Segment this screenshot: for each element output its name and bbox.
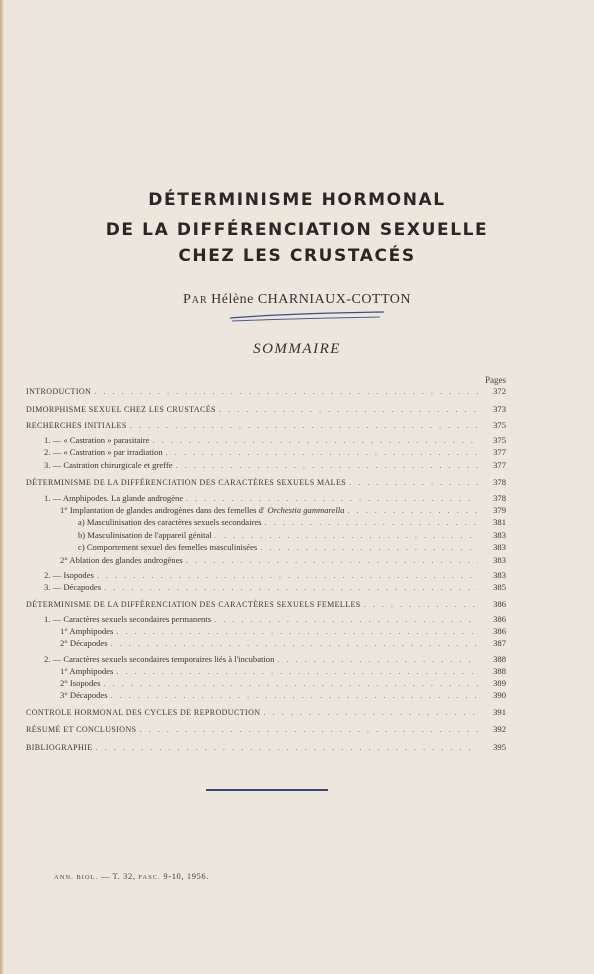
toc-row xyxy=(44,447,506,458)
toc-leader-dots xyxy=(94,386,478,397)
toc-row xyxy=(60,666,506,677)
toc-leader-dots xyxy=(176,460,478,471)
toc-label: 2° Isopodes xyxy=(60,678,101,688)
toc-row xyxy=(60,638,506,649)
toc-label: 1. — Amphipodes. La glande androgène xyxy=(44,493,184,503)
toc-label: INTRODUCTION xyxy=(26,387,92,396)
toc-label: b) Masculinisation de l'appareil génital xyxy=(78,530,212,540)
toc-label: 2° Ablation des glandes androgènes xyxy=(60,555,183,565)
toc-leader-dots xyxy=(186,493,478,504)
toc-label: 2. — Isopodes xyxy=(44,570,94,580)
toc-page-number: 387 xyxy=(493,638,506,648)
toc-leader-dots xyxy=(347,505,478,516)
toc-label: BIBLIOGRAPHIE xyxy=(26,743,93,752)
toc-label: DIMORPHISME SEXUEL CHEZ LES CRUSTACÉS xyxy=(26,405,216,414)
toc-row xyxy=(26,404,506,415)
toc-row xyxy=(26,386,506,397)
toc-row xyxy=(78,530,506,541)
toc-leader-dots xyxy=(349,477,478,488)
toc-page-number: 378 xyxy=(493,493,506,503)
toc-page-number: 383 xyxy=(493,530,506,540)
toc-row xyxy=(26,477,506,488)
toc-label: 3. — Décapodes xyxy=(44,582,102,592)
toc-page-number: 372 xyxy=(493,386,506,396)
toc-row xyxy=(44,460,506,471)
toc-label: RÉSUMÉ ET CONCLUSIONS xyxy=(26,725,137,734)
toc-page-number: 395 xyxy=(493,742,506,752)
page-edge xyxy=(0,0,4,974)
toc-row xyxy=(44,654,506,665)
toc-page-number: 389 xyxy=(493,678,506,688)
toc-page-number: 377 xyxy=(493,447,506,457)
author-name: Hélène CHARNIAUX-COTTON xyxy=(211,292,411,307)
toc-row xyxy=(78,517,506,528)
toc-leader-dots xyxy=(104,582,478,593)
toc-page-number: 386 xyxy=(493,599,506,609)
toc-page-number: 373 xyxy=(493,404,506,414)
toc-row xyxy=(26,420,506,431)
toc-label: c) Comportement sexuel des femelles masculinisées xyxy=(78,542,258,552)
footer-issue: 9-10, 1956. xyxy=(160,871,209,881)
toc-page-number: 383 xyxy=(493,542,506,552)
toc-leader-dots xyxy=(263,707,478,718)
toc-label: DÉTERMINISME DE LA DIFFÉRENCIATION DES CARACTÈRES SEXUELS MALES xyxy=(26,478,347,487)
byline xyxy=(0,292,594,308)
toc-row xyxy=(44,493,506,504)
toc-row xyxy=(60,555,506,566)
toc-label: 1° Amphipodes xyxy=(60,666,114,676)
toc-page-number: 383 xyxy=(493,555,506,565)
toc-page-number: 392 xyxy=(493,724,506,734)
toc-label: 2° Décapodes xyxy=(60,638,108,648)
pages-column-label: Pages xyxy=(485,375,506,385)
toc-row xyxy=(60,678,506,689)
toc-page-number: 375 xyxy=(493,435,506,445)
toc-page-number: 390 xyxy=(493,690,506,700)
toc-row xyxy=(78,542,506,553)
title-line-3: CHEZ LES CRUSTACÉS xyxy=(178,246,416,266)
toc-row xyxy=(26,742,506,753)
toc-label: 1. — « Castration » parasitaire xyxy=(44,435,150,445)
footer-journal: ANN. BIOL. xyxy=(54,874,99,881)
footer-fasc: FASC. xyxy=(138,874,161,881)
toc-leader-dots xyxy=(265,517,479,528)
toc-leader-dots xyxy=(96,742,478,753)
toc-page-number: 385 xyxy=(493,582,506,592)
toc-row xyxy=(60,626,506,637)
toc-row xyxy=(26,599,506,610)
toc-page-number: 388 xyxy=(493,654,506,664)
toc-label: a) Masculinisation des caractères sexuels secondaires xyxy=(78,517,262,527)
title-line-2: DE LA DIFFÉRENCIATION SEXUELLE xyxy=(105,220,489,240)
toc-leader-dots xyxy=(186,555,478,566)
footer-volume: — T. 32, xyxy=(98,871,139,881)
toc-leader-dots xyxy=(215,530,478,541)
toc-page-number: 386 xyxy=(493,626,506,636)
sommaire-heading: SOMMAIRE xyxy=(253,341,341,357)
toc-leader-dots xyxy=(260,542,478,553)
toc-page-number: 381 xyxy=(493,517,506,527)
toc-page-number: 378 xyxy=(493,477,506,487)
toc-page-number: 391 xyxy=(493,707,506,717)
toc-leader-dots xyxy=(103,678,478,689)
toc-leader-dots xyxy=(166,447,478,458)
toc-row xyxy=(26,707,506,718)
toc-page-number: 386 xyxy=(493,614,506,624)
toc-leader-dots xyxy=(111,638,478,649)
toc-row xyxy=(44,614,506,625)
toc-row xyxy=(60,690,506,701)
separator-rule xyxy=(206,789,328,791)
toc-label: CONTROLE HORMONAL DES CYCLES DE REPRODUCTION xyxy=(26,708,261,717)
toc-label: DÉTERMINISME DE LA DIFFÉRENCIATION DES CARACTÈRES SEXUELS FEMELLES xyxy=(26,600,361,609)
toc-leader-dots xyxy=(140,724,479,735)
toc-page-number: 377 xyxy=(493,460,506,470)
toc-page-number: 388 xyxy=(493,666,506,676)
toc-leader-dots xyxy=(364,599,478,610)
toc-row xyxy=(60,505,506,516)
toc-leader-dots xyxy=(277,654,478,665)
toc-leader-dots xyxy=(111,690,478,701)
byline-par: Par xyxy=(182,292,208,307)
toc-label: 2. — Caractères sexuels secondaires temporaires liés à l'incubation xyxy=(44,654,275,664)
toc-leader-dots xyxy=(116,626,478,637)
toc-leader-dots xyxy=(116,666,478,677)
toc-leader-dots xyxy=(97,570,478,581)
toc-label: 1. — Caractères sexuels secondaires permanents xyxy=(44,614,212,624)
toc-label: 1° Amphipodes xyxy=(60,626,114,636)
ink-underline xyxy=(228,308,388,324)
footer-citation xyxy=(54,871,209,881)
toc-row xyxy=(44,570,506,581)
toc-page-number: 379 xyxy=(493,505,506,515)
toc-row xyxy=(44,435,506,446)
toc-row xyxy=(44,582,506,593)
toc-label: RECHERCHES INITIALES xyxy=(26,421,127,430)
toc-leader-dots xyxy=(130,420,478,431)
toc-row xyxy=(26,724,506,735)
toc-label: 1° Implantation de glandes androgènes dans des femelles d' xyxy=(60,505,265,515)
toc-label: 3. — Castration chirurgicale et greffe xyxy=(44,460,173,470)
toc-label: 2. — « Castration » par irradiation xyxy=(44,447,163,457)
toc-leader-dots xyxy=(152,435,478,446)
toc-label: 3° Décapodes xyxy=(60,690,108,700)
toc-leader-dots xyxy=(219,404,478,415)
toc-page-number: 375 xyxy=(493,420,506,430)
title-line-1: DÉTERMINISME HORMONAL xyxy=(148,190,446,210)
toc-label-italic: Orchestia gammarella xyxy=(267,505,345,515)
toc-leader-dots xyxy=(214,614,478,625)
toc-page-number: 383 xyxy=(493,570,506,580)
